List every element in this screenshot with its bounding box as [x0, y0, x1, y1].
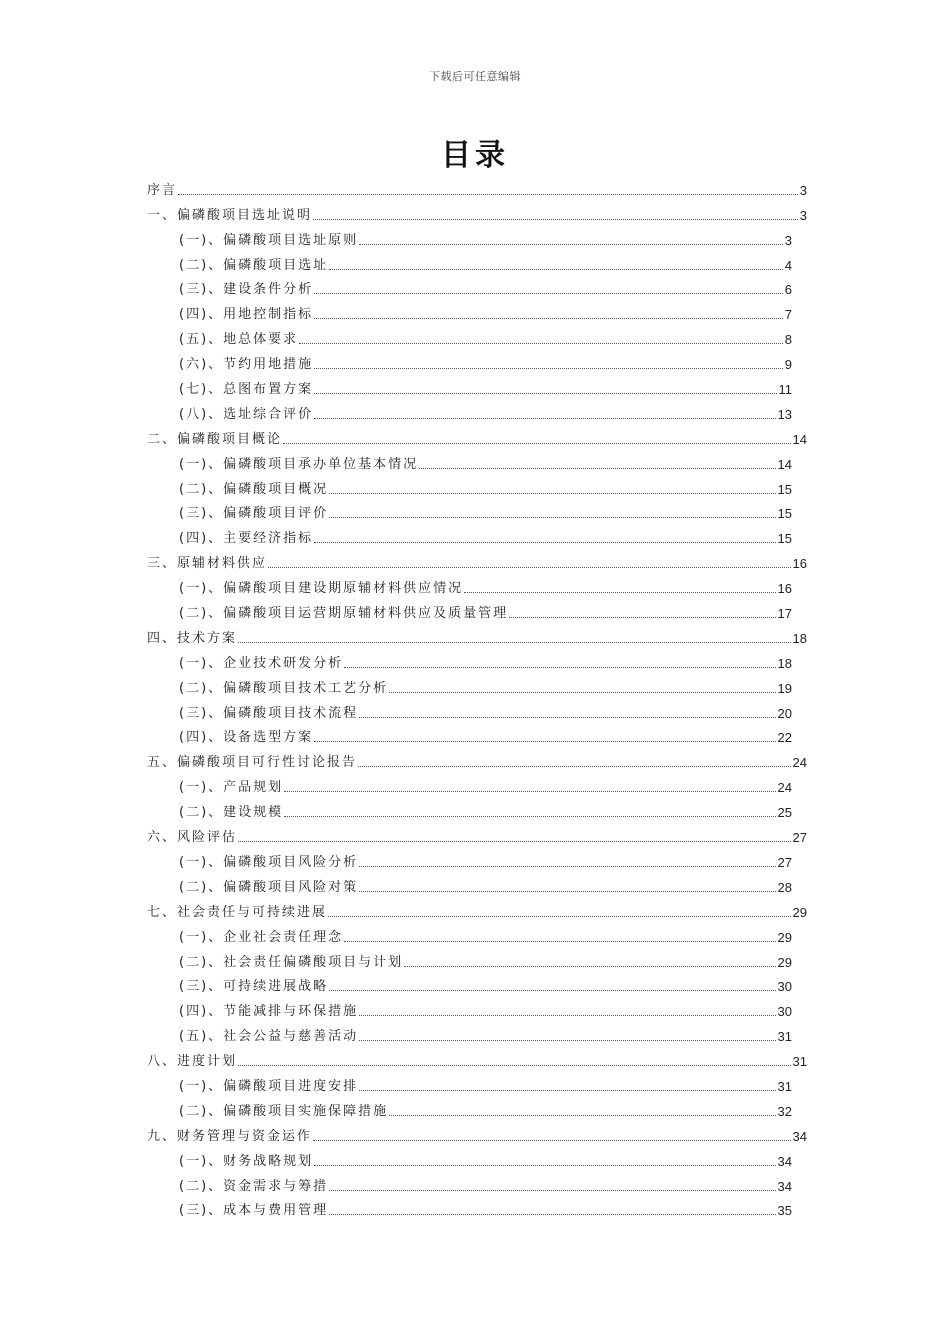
toc-page-number: 30 [777, 1004, 792, 1020]
toc-subentry[interactable] [147, 846, 807, 871]
toc-leader-dots [238, 841, 791, 842]
toc-page-number: 27 [792, 830, 807, 846]
toc-page-number: 17 [777, 606, 792, 622]
toc-entry-label: (一)、偏磷酸项目建设期原辅材料供应情况 [179, 581, 464, 597]
toc-subentry[interactable] [147, 498, 807, 523]
toc-entry-label: 一、偏磷酸项目选址说明 [147, 207, 313, 223]
toc-chapter-entry[interactable] [147, 821, 807, 846]
toc-page-number: 34 [792, 1128, 807, 1144]
toc-subentry[interactable] [147, 373, 807, 398]
toc-leader-dots [359, 1015, 775, 1016]
toc-entry-label: (一)、企业技术研发分析 [179, 655, 344, 671]
toc-subentry[interactable] [147, 672, 807, 697]
toc-chapter-entry[interactable] [147, 622, 807, 647]
toc-page-number: 3 [799, 182, 807, 198]
toc-page-number: 14 [792, 431, 807, 447]
toc-entry-label: (四)、设备选型方案 [179, 730, 314, 746]
toc-leader-dots [359, 1040, 775, 1041]
toc-page-number: 19 [777, 680, 792, 696]
toc-entry-label: (一)、偏磷酸项目承办单位基本情况 [179, 456, 419, 472]
toc-page-number: 27 [777, 854, 792, 870]
toc-subentry[interactable] [147, 298, 807, 323]
toc-page-number: 16 [792, 556, 807, 572]
toc-subentry[interactable] [147, 871, 807, 896]
toc-page-number: 31 [792, 1054, 807, 1070]
header-note: 下载后可任意编辑 [429, 70, 521, 83]
toc-subentry[interactable] [147, 1020, 807, 1045]
toc-page-number: 24 [777, 780, 792, 796]
toc-leader-dots [329, 493, 775, 494]
toc-page-number: 20 [777, 705, 792, 721]
toc-entry-label: (三)、可持续进展战略 [179, 979, 329, 995]
toc-page-number: 31 [777, 1078, 792, 1094]
toc-subentry[interactable] [147, 796, 807, 821]
toc-chapter-entry[interactable] [147, 199, 807, 224]
toc-entry-label: (二)、建设规模 [179, 805, 284, 821]
toc-leader-dots [329, 269, 783, 270]
toc-entry-label: (二)、偏磷酸项目实施保障措施 [179, 1103, 389, 1119]
toc-leader-dots [313, 1140, 791, 1141]
toc-page-number: 7 [784, 307, 792, 323]
toc-entry-label: 六、风险评估 [147, 830, 238, 846]
toc-leader-dots [359, 1090, 775, 1091]
toc-entry-label: (七)、总图布置方案 [179, 382, 314, 398]
toc-page-number: 29 [777, 929, 792, 945]
table-of-contents [147, 174, 807, 1219]
toc-page-number: 30 [777, 979, 792, 995]
toc-leader-dots [314, 293, 783, 294]
toc-leader-dots [314, 418, 775, 419]
toc-subentry[interactable] [147, 398, 807, 423]
toc-page-number: 29 [792, 904, 807, 920]
toc-leader-dots [238, 642, 791, 643]
toc-chapter-entry[interactable] [147, 896, 807, 921]
toc-page-number: 28 [777, 879, 792, 895]
toc-entry-label: (五)、社会公益与慈善活动 [179, 1029, 359, 1045]
toc-leader-dots [419, 468, 775, 469]
toc-page-number: 32 [777, 1103, 792, 1119]
toc-entry-label: (二)、偏磷酸项目运营期原辅材料供应及质量管理 [179, 606, 509, 622]
toc-entry-label: (三)、偏磷酸项目技术流程 [179, 705, 359, 721]
toc-chapter-entry[interactable] [147, 423, 807, 448]
toc-page-number: 35 [777, 1203, 792, 1219]
toc-entry-label: (四)、主要经济指标 [179, 531, 314, 547]
toc-entry-label: 八、进度计划 [147, 1054, 238, 1070]
toc-leader-dots [359, 244, 783, 245]
toc-subentry[interactable] [147, 946, 807, 971]
toc-leader-dots [284, 816, 775, 817]
toc-leader-dots [314, 542, 775, 543]
toc-leader-dots [329, 990, 775, 991]
toc-entry-label: (二)、偏磷酸项目选址 [179, 257, 329, 273]
toc-page-number: 29 [777, 954, 792, 970]
toc-subentry[interactable] [147, 1170, 807, 1195]
toc-subentry[interactable] [147, 274, 807, 299]
toc-page-number: 11 [778, 382, 792, 398]
toc-leader-dots [238, 1065, 791, 1066]
toc-subentry[interactable] [147, 249, 807, 274]
toc-page-number: 15 [777, 481, 792, 497]
toc-page-number: 8 [784, 332, 792, 348]
toc-leader-dots [299, 343, 783, 344]
toc-entry-label: 序言 [147, 182, 178, 198]
toc-entry-label: 三、原辅材料供应 [147, 556, 268, 572]
toc-entry-label: 四、技术方案 [147, 630, 238, 646]
toc-subentry[interactable] [147, 995, 807, 1020]
toc-entry-label: (八)、选址综合评价 [179, 406, 314, 422]
toc-page-number: 14 [777, 456, 792, 472]
toc-leader-dots [509, 617, 775, 618]
toc-entry-label: (二)、社会责任偏磷酸项目与计划 [179, 954, 404, 970]
toc-entry-label: 二、偏磷酸项目概论 [147, 431, 283, 447]
toc-leader-dots [344, 667, 775, 668]
toc-entry-label: (一)、财务战略规划 [179, 1153, 314, 1169]
toc-subentry[interactable] [147, 697, 807, 722]
toc-leader-dots [344, 941, 775, 942]
toc-leader-dots [314, 393, 776, 394]
toc-leader-dots [359, 866, 775, 867]
toc-entry-label: (五)、地总体要求 [179, 332, 299, 348]
toc-chapter-entry[interactable] [147, 547, 807, 572]
toc-page-number: 18 [792, 630, 807, 646]
toc-subentry[interactable] [147, 771, 807, 796]
toc-entry-label: (四)、节能减排与环保措施 [179, 1004, 359, 1020]
toc-chapter-entry[interactable] [147, 174, 807, 199]
toc-leader-dots [283, 443, 791, 444]
toc-subentry[interactable] [147, 224, 807, 249]
toc-entry-label: (六)、节约用地措施 [179, 357, 314, 373]
toc-leader-dots [313, 219, 798, 220]
toc-chapter-entry[interactable] [147, 746, 807, 771]
toc-entry-label: (二)、偏磷酸项目风险对策 [179, 879, 359, 895]
toc-leader-dots [268, 567, 791, 568]
toc-entry-label: (一)、产品规划 [179, 780, 284, 796]
toc-subentry[interactable] [147, 1195, 807, 1220]
toc-leader-dots [329, 517, 775, 518]
toc-leader-dots [314, 368, 783, 369]
toc-entry-label: 七、社会责任与可持续进展 [147, 904, 328, 920]
toc-page-number: 15 [777, 531, 792, 547]
toc-entry-label: (一)、偏磷酸项目进度安排 [179, 1078, 359, 1094]
toc-page-number: 9 [784, 357, 792, 373]
toc-leader-dots [314, 741, 775, 742]
toc-entry-label: (四)、用地控制指标 [179, 307, 314, 323]
toc-leader-dots [329, 1190, 775, 1191]
toc-subentry[interactable] [147, 1145, 807, 1170]
toc-page-number: 25 [777, 805, 792, 821]
toc-entry-label: (三)、成本与费用管理 [179, 1203, 329, 1219]
toc-subentry[interactable] [147, 722, 807, 747]
toc-subentry[interactable] [147, 348, 807, 373]
toc-entry-label: (二)、偏磷酸项目技术工艺分析 [179, 680, 389, 696]
toc-leader-dots [359, 891, 775, 892]
toc-page-number: 16 [777, 581, 792, 597]
toc-leader-dots [389, 692, 775, 693]
toc-leader-dots [389, 1115, 775, 1116]
toc-leader-dots [178, 194, 798, 195]
toc-subentry[interactable] [147, 323, 807, 348]
toc-leader-dots [464, 592, 775, 593]
toc-subentry[interactable] [147, 448, 807, 473]
toc-leader-dots [284, 791, 775, 792]
toc-subentry[interactable] [147, 522, 807, 547]
toc-entry-label: 五、偏磷酸项目可行性讨论报告 [147, 755, 358, 771]
toc-page-number: 6 [784, 282, 792, 298]
toc-page-number: 13 [777, 406, 792, 422]
toc-entry-label: (一)、企业社会责任理念 [179, 929, 344, 945]
toc-subentry[interactable] [147, 971, 807, 996]
toc-subentry[interactable] [147, 1095, 807, 1120]
toc-entry-label: (一)、偏磷酸项目选址原则 [179, 232, 359, 248]
toc-chapter-entry[interactable] [147, 1120, 807, 1145]
toc-page-number: 3 [799, 207, 807, 223]
toc-leader-dots [328, 916, 791, 917]
page-title: 目录 [441, 138, 509, 173]
toc-page-number: 34 [777, 1153, 792, 1169]
toc-chapter-entry[interactable] [147, 1045, 807, 1070]
toc-subentry[interactable] [147, 597, 807, 622]
toc-page-number: 3 [784, 232, 792, 248]
toc-leader-dots [404, 966, 775, 967]
toc-page-number: 15 [777, 506, 792, 522]
toc-subentry[interactable] [147, 1070, 807, 1095]
toc-subentry[interactable] [147, 572, 807, 597]
toc-page-number: 31 [777, 1029, 792, 1045]
toc-page-number: 34 [777, 1178, 792, 1194]
toc-page-number: 4 [784, 257, 792, 273]
toc-entry-label: (三)、偏磷酸项目评价 [179, 506, 329, 522]
toc-subentry[interactable] [147, 921, 807, 946]
toc-leader-dots [314, 1165, 775, 1166]
toc-leader-dots [358, 766, 791, 767]
toc-page-number: 24 [792, 755, 807, 771]
toc-page-number: 22 [777, 730, 792, 746]
toc-subentry[interactable] [147, 647, 807, 672]
toc-entry-label: (一)、偏磷酸项目风险分析 [179, 854, 359, 870]
toc-leader-dots [314, 318, 783, 319]
toc-entry-label: 九、财务管理与资金运作 [147, 1128, 313, 1144]
toc-page-number: 18 [777, 655, 792, 671]
toc-entry-label: (三)、建设条件分析 [179, 282, 314, 298]
toc-leader-dots [359, 717, 775, 718]
toc-entry-label: (二)、偏磷酸项目概况 [179, 481, 329, 497]
toc-entry-label: (二)、资金需求与筹措 [179, 1178, 329, 1194]
toc-subentry[interactable] [147, 473, 807, 498]
toc-leader-dots [329, 1214, 775, 1215]
